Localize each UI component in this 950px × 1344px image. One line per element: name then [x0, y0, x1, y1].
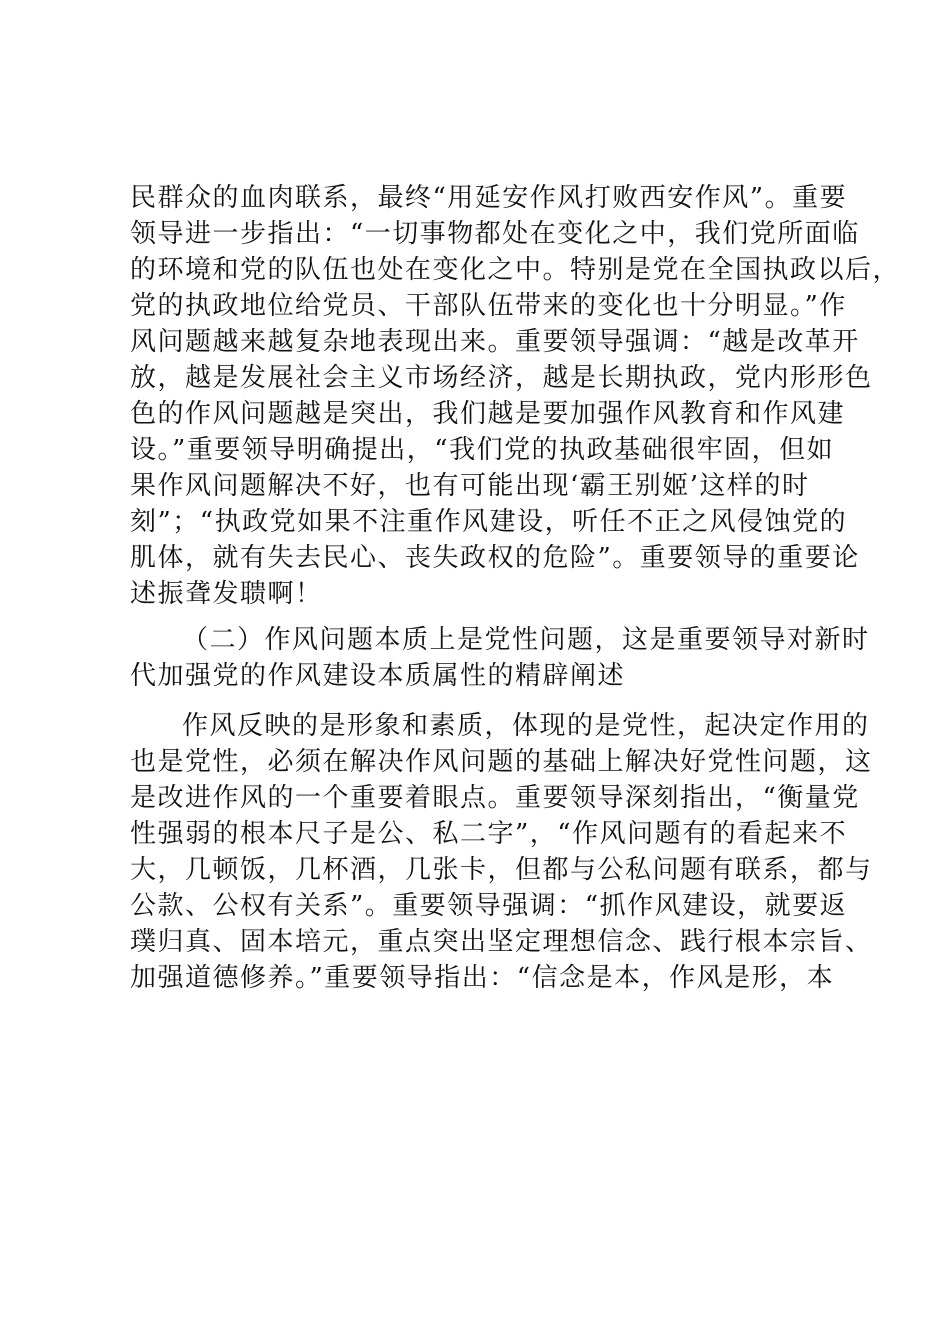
text-line: 果作风问题解决不好，也有可能出现‘霸王别姬’这样的时 — [130, 471, 810, 501]
text-line: 刻”；“执政党如果不注重作风建设，听任不正之风侵蚀党的 — [130, 507, 848, 537]
text-line: 风问题越来越复杂地表现出来。重要领导强调：“越是改革开 — [130, 327, 860, 357]
text-line: 性强弱的根本尺子是公、私二字”，“作风问题有的看起来不 — [130, 819, 848, 849]
paragraph-first-line: 作风反映的是形象和素质，体现的是党性，起决定作用的 — [182, 711, 870, 741]
text-line: 民群众的血肉联系，最终“用延安作风打败西安作风”。重要 — [130, 183, 848, 213]
section-heading-line: （二）作风问题本质上是党性问题，这是重要领导对新时 — [182, 625, 870, 655]
text-line: 领导进一步指出：“一切事物都处在变化之中，我们党所面临 — [130, 219, 860, 249]
text-line: 肌体，就有失去民心、丧失政权的危险”。重要领导的重要论 — [130, 543, 860, 573]
text-line: 大，几顿饭，几杯酒，几张卡，但都与公私问题有联系，都与 — [130, 855, 873, 885]
text-line: 述振聋发聩啊！ — [130, 579, 323, 609]
text-line: 加强道德修养。”重要领导指出：“信念是本，作风是形，本 — [130, 963, 835, 993]
text-line: 放，越是发展社会主义市场经济，越是长期执政，党内形形色 — [130, 363, 873, 393]
text-line: 党的执政地位给党员、干部队伍带来的变化也十分明显。”作 — [130, 291, 847, 321]
text-line: 公款、公权有关系”。重要领导强调：“抓作风建设，就要返 — [130, 891, 848, 921]
text-line: 是改进作风的一个重要着眼点。重要领导深刻指出，“衡量党 — [130, 783, 860, 813]
text-line: 璞归真、固本培元，重点突出坚定理想信念、践行根本宗旨、 — [130, 927, 873, 957]
text-line: 设。”重要领导明确提出，“我们党的执政基础很牢固，但如 — [130, 435, 835, 465]
text-line: 的环境和党的队伍也处在变化之中。特别是党在全国执政以后， — [130, 255, 901, 285]
section-heading-line: 代加强党的作风建设本质属性的精辟阐述 — [130, 661, 626, 691]
text-line: 也是党性，必须在解决作风问题的基础上解决好党性问题，这 — [130, 747, 873, 777]
text-line: 色的作风问题越是突出，我们越是要加强作风教育和作风建 — [130, 399, 846, 429]
